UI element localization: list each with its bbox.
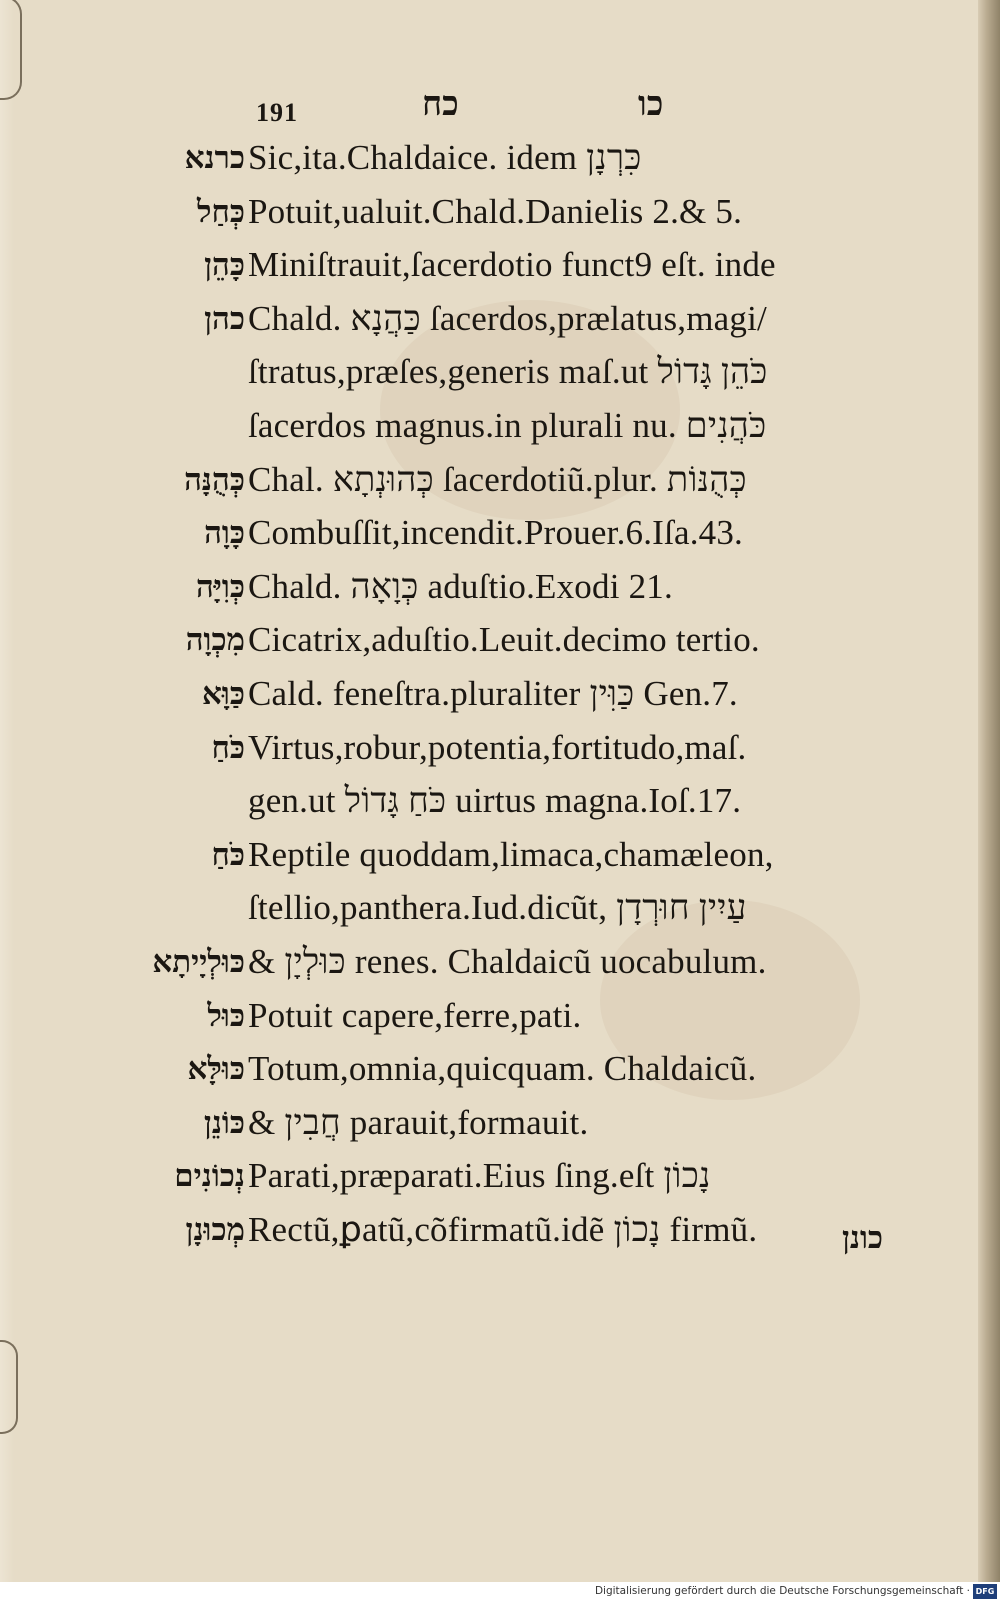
funding-credit: Digitalisierung gefördert durch die Deutsche Forschungsgemeinschaft · [594,1585,970,1597]
hebrew-headword: כּוּלְיָיתָא [152,943,245,979]
hebrew-headword: כָּהֵן [204,247,245,283]
dictionary-entry [0,295,1000,349]
catchword: כונן [842,1220,884,1255]
entry-text: & חֲבִין parauit,formauit. [248,1102,589,1142]
hebrew-headword: כְּהֻנָּה [184,461,245,497]
hebrew-headword: כֹּחַ [211,836,245,872]
dictionary-entry [0,1099,1000,1153]
entry-text: ſtellio,panthera.Iud.dicũt, עַיִין חוּרְדָן [248,888,747,928]
dictionary-entry [0,509,1000,563]
running-head-letters-right: כו [638,86,664,123]
hebrew-headword: כּוּלָּא [187,1051,245,1087]
entry-text: Totum,omnia,quicquam. Chaldaicũ. [248,1049,757,1089]
entry-text: Miniſtrauit,ſacerdotio funct9 eſt. inde [248,245,776,285]
entry-text: ſacerdos magnus.in plurali nu. כֹּהֲנִים [248,405,767,445]
dictionary-entry [0,1152,1000,1206]
hebrew-headword: כּוֹנֵן [203,1104,245,1140]
hebrew-headword: כרנא [184,140,245,175]
hebrew-headword: כֹּחַ [211,729,245,765]
dictionary-entry [0,134,1000,188]
clip-mark-top [0,0,22,100]
dictionary-entry [0,724,1000,778]
dictionary-entry [0,241,1000,295]
entry-text: Reptile quoddam,limaca,chamæleon, [248,834,774,874]
entry-text: Chal. כְּהוּנְתָא ſacerdotiũ.plur. כְּהֻנּוֹת [248,459,747,499]
dictionary-entry [0,938,1000,992]
running-head-letters-mid: כח [422,86,459,123]
entry-text: Cald. feneſtra.pluraliter כַּוִּין Gen.7. [248,673,738,713]
dictionary-entry [0,563,1000,617]
dictionary-entry [0,616,1000,670]
running-head [246,82,716,132]
dictionary-entry [0,992,1000,1046]
dfg-logo: DFG [973,1584,997,1599]
dictionary-entry [0,670,1000,724]
entry-text: Potuit capere,ferre,pati. [248,995,582,1035]
digitization-footer [0,1582,1000,1603]
entry-text: gen.ut כֹּחַ גָּדוֹל uirtus magna.Ioſ.17. [248,781,742,821]
hebrew-headword: מִכְוָה [185,622,245,658]
entry-text: Sic,ita.Chaldaice. idem כִּרְנָן [248,138,642,177]
entry-text: & כּוּלְיָן renes. Chaldaicũ uocabulum. [248,941,767,981]
dictionary-entry [0,1045,1000,1099]
hebrew-headword: כְּוִיָּה [195,568,245,604]
entry-text: Potuit,ualuit.Chald.Danielis 2.& 5. [248,191,743,231]
hebrew-headword: כָּוָה [204,515,245,551]
entry-text: Chald. כְּוָאָה aduſtio.Exodi 21. [248,566,673,606]
hebrew-headword: נְכוֹנִים [174,1158,245,1194]
dictionary-entry [0,884,1000,938]
entry-text: Cicatrix,aduſtio.Leuit.decimo tertio. [248,620,760,660]
entry-text: Combuſſit,incendit.Prouer.6.Iſa.43. [248,513,744,553]
dictionary-entry [0,456,1000,510]
dictionary-entries [0,134,1000,1259]
dictionary-entry [0,402,1000,456]
hebrew-headword: מְכוּנָן [185,1211,245,1247]
entry-text: Rectũ,ꝑatũ,cõfirmatũ.idẽ נָכוֹן firmũ. [248,1209,758,1249]
hebrew-headword: כהן [204,300,245,336]
dictionary-entry [0,777,1000,831]
entry-text: Chald. כַּהֲנָא ſacerdos,prælatus,magi/ [248,298,767,338]
dictionary-entry [0,188,1000,242]
entry-text: Parati,præparati.Eius ſing.eſt נָכוֹן [248,1156,711,1196]
dictionary-entry [0,348,1000,402]
hebrew-headword: כְּחַל [197,193,245,229]
clip-mark-bottom [0,1340,18,1434]
hebrew-headword: כּוּל [207,997,245,1033]
entry-text: ſtratus,præſes,generis maſ.ut כֹּהֵן גָּדוֹל [248,352,768,392]
folio-number: 191 [256,98,298,127]
hebrew-headword: כַּוָּא [202,675,245,711]
dictionary-entry [0,831,1000,885]
entry-text: Virtus,robur,potentia,fortitudo,maſ. [248,727,747,767]
